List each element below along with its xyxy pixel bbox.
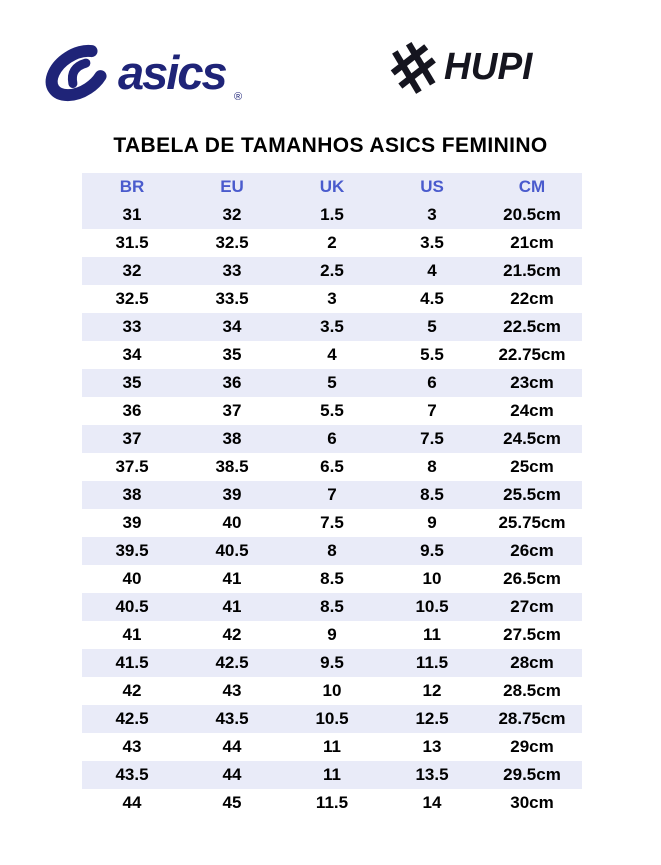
table-cell: 5 <box>327 373 337 392</box>
table-row <box>82 425 582 453</box>
table-row <box>82 761 582 789</box>
table-cell: 34 <box>222 317 242 336</box>
table-cell: 8.5 <box>320 597 344 616</box>
table-cell: 20.5cm <box>503 205 561 224</box>
table-cell: 13.5 <box>415 765 449 784</box>
table-row <box>82 229 582 257</box>
table-cell: 32 <box>122 261 142 280</box>
table-cell: 13 <box>422 737 442 756</box>
table-cell: 8 <box>327 541 337 560</box>
table-cell: 9.5 <box>420 541 444 560</box>
table-cell: 37 <box>222 401 242 420</box>
table-cell: 26.5cm <box>503 569 561 588</box>
table-cell: 40 <box>122 569 142 588</box>
table-cell: 25cm <box>510 457 554 476</box>
table-row <box>82 313 582 341</box>
table-cell: 8.5 <box>320 569 344 588</box>
table-cell: 7.5 <box>420 429 444 448</box>
table-cell: 6 <box>427 373 437 392</box>
table-cell: 35 <box>122 373 142 392</box>
table-row <box>82 453 582 481</box>
asics-logo <box>38 26 248 116</box>
table-cell: 8.5 <box>420 485 444 504</box>
table-cell: 8 <box>427 457 437 476</box>
table-cell: 11 <box>323 765 341 784</box>
table-cell: 33.5 <box>215 289 249 308</box>
hupi-hummingbird-icon <box>388 38 442 96</box>
table-row <box>82 341 582 369</box>
table-cell: 11 <box>323 737 341 756</box>
table-cell: 32.5 <box>215 233 249 252</box>
column-header-br: BR <box>119 177 145 196</box>
table-cell: 25.75cm <box>498 513 566 532</box>
table-cell: 9 <box>327 625 337 644</box>
table-cell: 37.5 <box>115 457 149 476</box>
table-cell: 24cm <box>510 401 554 420</box>
table-cell: 38 <box>122 485 142 504</box>
table-cell: 38.5 <box>215 457 249 476</box>
table-cell: 7.5 <box>320 513 344 532</box>
table-cell: 3 <box>327 289 337 308</box>
table-cell: 31 <box>122 205 142 224</box>
table-cell: 42 <box>122 681 142 700</box>
table-cell: 29.5cm <box>503 765 561 784</box>
table-cell: 6.5 <box>320 457 344 476</box>
table-row <box>82 397 582 425</box>
asics-wordmark: asics <box>118 46 226 99</box>
table-cell: 39 <box>222 485 242 504</box>
table-row <box>82 201 582 229</box>
table-cell: 40.5 <box>215 541 249 560</box>
table-row <box>82 369 582 397</box>
table-cell: 10.5 <box>415 597 449 616</box>
table-cell: 33 <box>122 317 142 336</box>
table-cell: 3.5 <box>420 233 444 252</box>
table-cell: 39 <box>122 513 142 532</box>
table-cell: 38 <box>222 429 242 448</box>
table-cell: 42.5 <box>115 709 149 728</box>
column-header-us: US <box>420 177 444 196</box>
table-row <box>82 733 582 761</box>
table-cell: 32.5 <box>115 289 149 308</box>
header-row <box>82 173 582 201</box>
table-cell: 21.5cm <box>503 261 561 280</box>
table-cell: 10.5 <box>315 709 349 728</box>
column-header-eu: EU <box>220 177 244 196</box>
table-row <box>82 481 582 509</box>
table-cell: 12.5 <box>415 709 449 728</box>
table-cell: 4 <box>327 345 337 364</box>
table-cell: 44 <box>122 793 142 812</box>
table-row <box>82 705 582 733</box>
table-row <box>82 537 582 565</box>
table-cell: 33 <box>222 261 242 280</box>
table-cell: 2.5 <box>320 261 344 280</box>
table-cell: 28cm <box>510 653 554 672</box>
table-cell: 10 <box>422 569 442 588</box>
table-cell: 24.5cm <box>503 429 561 448</box>
table-cell: 2 <box>327 233 337 252</box>
table-row <box>82 565 582 593</box>
table-row <box>82 789 582 817</box>
table-cell: 39.5 <box>115 541 149 560</box>
column-header-cm: CM <box>518 177 546 196</box>
table-cell: 27cm <box>510 597 554 616</box>
table-cell: 9.5 <box>320 653 344 672</box>
table-cell: 5.5 <box>320 401 344 420</box>
table-row <box>82 593 582 621</box>
size-table-body <box>82 201 582 817</box>
table-cell: 9 <box>427 513 437 532</box>
table-cell: 45 <box>222 793 242 812</box>
table-cell: 7 <box>427 401 437 420</box>
table-cell: 27.5cm <box>503 625 561 644</box>
table-cell: 34 <box>122 345 142 364</box>
table-cell: 4.5 <box>420 289 444 308</box>
table-row <box>82 677 582 705</box>
table-cell: 28.75cm <box>498 709 566 728</box>
table-row <box>82 285 582 313</box>
table-cell: 32 <box>222 205 242 224</box>
table-cell: 40.5 <box>115 597 149 616</box>
table-cell: 14 <box>422 793 442 812</box>
table-cell: 41 <box>222 569 242 588</box>
table-cell: 12 <box>422 681 442 700</box>
hupi-wordmark: HUPI <box>444 45 533 88</box>
table-cell: 31.5 <box>115 233 149 252</box>
table-cell: 21cm <box>510 233 554 252</box>
page-title: TABELA DE TAMANHOS ASICS FEMININO <box>113 134 548 157</box>
table-cell: 28.5cm <box>503 681 561 700</box>
table-row <box>82 257 582 285</box>
table-cell: 26cm <box>510 541 554 560</box>
table-row <box>82 621 582 649</box>
table-cell: 36 <box>222 373 242 392</box>
table-cell: 11 <box>423 625 441 644</box>
column-header-uk: UK <box>319 177 345 196</box>
table-cell: 5.5 <box>420 345 444 364</box>
table-cell: 23cm <box>510 373 554 392</box>
table-cell: 3 <box>427 205 437 224</box>
table-cell: 22.5cm <box>503 317 561 336</box>
table-cell: 37 <box>122 429 142 448</box>
table-cell: 11.5 <box>415 653 449 672</box>
table-cell: 36 <box>122 401 142 420</box>
table-cell: 11.5 <box>315 793 349 812</box>
table-cell: 35 <box>222 345 242 364</box>
table-cell: 29cm <box>510 737 554 756</box>
table-cell: 41 <box>122 625 142 644</box>
table-row <box>82 509 582 537</box>
table-cell: 43.5 <box>215 709 249 728</box>
size-table <box>82 173 582 817</box>
asics-registered-mark: ® <box>234 91 243 103</box>
table-cell: 6 <box>327 429 337 448</box>
table-cell: 43 <box>122 737 142 756</box>
table-cell: 42.5 <box>215 653 249 672</box>
hupi-logo <box>388 36 558 98</box>
table-cell: 44 <box>222 737 242 756</box>
table-cell: 40 <box>222 513 242 532</box>
table-cell: 22cm <box>510 289 554 308</box>
table-cell: 4 <box>427 261 437 280</box>
asics-spiral-a-icon <box>38 26 248 116</box>
table-cell: 3.5 <box>320 317 344 336</box>
table-cell: 44 <box>222 765 242 784</box>
table-cell: 41.5 <box>115 653 149 672</box>
table-cell: 30cm <box>510 793 554 812</box>
table-cell: 43 <box>222 681 242 700</box>
size-table-head <box>82 173 582 201</box>
table-cell: 42 <box>222 625 242 644</box>
table-cell: 1.5 <box>320 205 344 224</box>
table-cell: 7 <box>327 485 337 504</box>
table-cell: 5 <box>427 317 437 336</box>
table-cell: 10 <box>322 681 342 700</box>
table-row <box>82 649 582 677</box>
table-cell: 43.5 <box>115 765 149 784</box>
table-cell: 41 <box>222 597 242 616</box>
table-cell: 22.75cm <box>498 345 566 364</box>
table-cell: 25.5cm <box>503 485 561 504</box>
